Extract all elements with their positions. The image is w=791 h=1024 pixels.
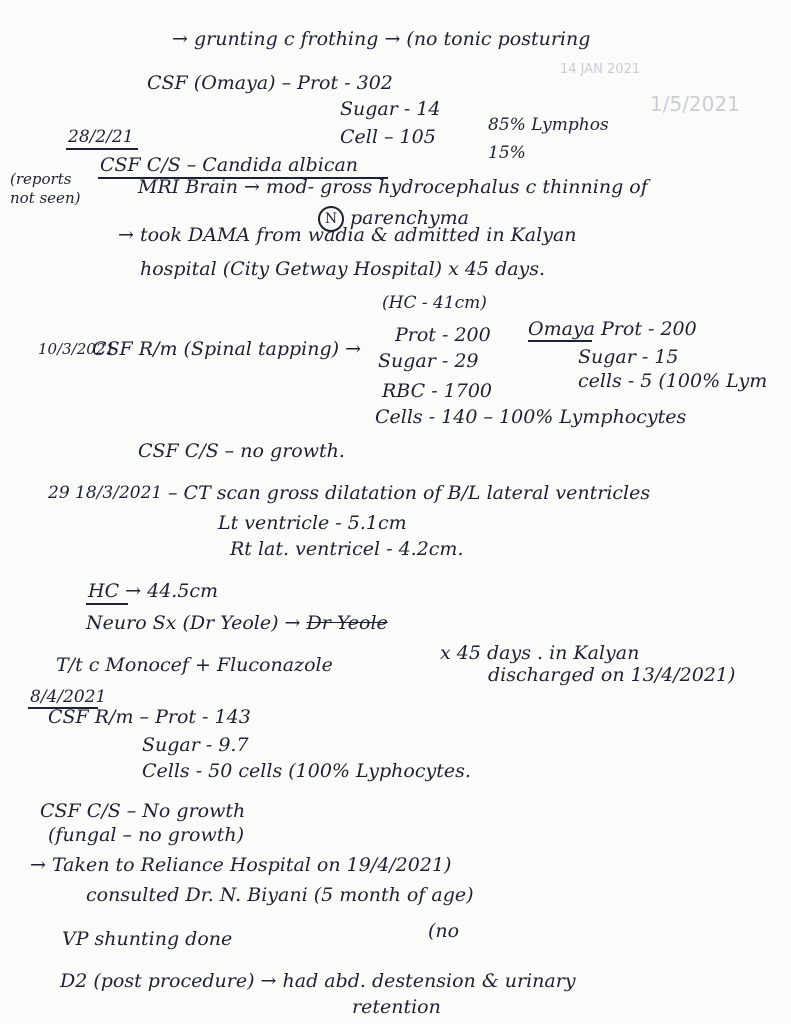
note-line: Sugar - 29 [378,350,479,372]
bleed-through-stamp: 14 JAN 2021 [560,62,641,77]
note-line: Sugar - 15 [578,346,679,368]
note-line: 15% [488,143,526,163]
note-line: hospital (City Getway Hospital) x 45 days. [140,258,546,280]
note-line: (HC - 41cm) [382,293,487,313]
note-line: Rt lat. ventricel - 4.2cm. [230,538,464,560]
note-date: 8/4/2021 [30,687,107,707]
struck-text: Dr Yeole [306,612,388,634]
underline [66,148,138,150]
note-line: → grunting c frothing → (no tonic posturing [172,28,591,50]
note-text: Neuro Sx (Dr Yeole) → [86,612,301,634]
note-line: RBC - 1700 [382,380,493,402]
note-line: VP shunting done [62,928,233,950]
note-date: 28/2/21 [68,127,134,147]
underline [86,603,128,605]
bleed-through-date: 1/5/2021 [650,92,740,116]
note-text: parenchyma [350,207,470,229]
note-line: CSF R/m – Prot - 143 [48,706,251,728]
note-line: – CT scan gross dilatation of B/L lateral ventricles [168,482,651,504]
note-line: Sugar - 9.7 [142,734,249,756]
note-line [86,612,388,634]
note-line: consulted Dr. N. Biyani (5 month of age) [86,884,474,906]
note-line: CSF C/S – no growth. [138,440,345,462]
note-line: retention [352,996,441,1018]
note-date: 29 18/3/2021 [48,483,163,503]
note-line: Cells - 50 cells (100% Lyphocytes. [142,760,471,782]
note-line: Sugar - 14 [340,98,441,120]
note-line: T/t c Monocef + Fluconazole [56,654,333,676]
note-line: Cells - 140 – 100% Lymphocytes [375,406,687,428]
underline [528,340,592,342]
note-line: CSF C/S – Candida albican [100,154,359,176]
note-line: MRI Brain → mod- gross hydrocephalus c thinning of [138,176,648,198]
note-line: CSF (Omaya) – Prot - 302 [147,72,393,94]
note-line: Omaya Prot - 200 [528,318,697,340]
note-line: D2 (post procedure) → had abd. destension & urinary [60,970,576,992]
note-line: → Taken to Reliance Hospital on 19/4/2021) [30,854,452,876]
note-line: → took DAMA from wadia & admitted in Kalyan [118,224,577,246]
note-line: Prot - 200 [395,324,491,346]
circled-n: N [318,206,344,232]
note-line: x 45 days . in Kalyan [440,642,640,664]
note-line: discharged on 13/4/2021) [488,664,736,686]
note-line: Lt ventricle - 5.1cm [218,512,407,534]
note-line: cells - 5 (100% Lym [578,370,768,392]
note-line: Cell – 105 [340,126,436,148]
note-line: 85% Lymphos [488,115,609,135]
note-line: CSF C/S – No growth [40,800,246,822]
side-note: (reports not seen) [10,170,81,207]
note-line: (fungal – no growth) [48,824,245,846]
note-date: 10/3/2021 [38,340,115,358]
note-line: (no [428,920,460,942]
note-line: CSF R/m (Spinal tapping) → [92,338,362,360]
note-line: HC → 44.5cm [88,580,219,602]
